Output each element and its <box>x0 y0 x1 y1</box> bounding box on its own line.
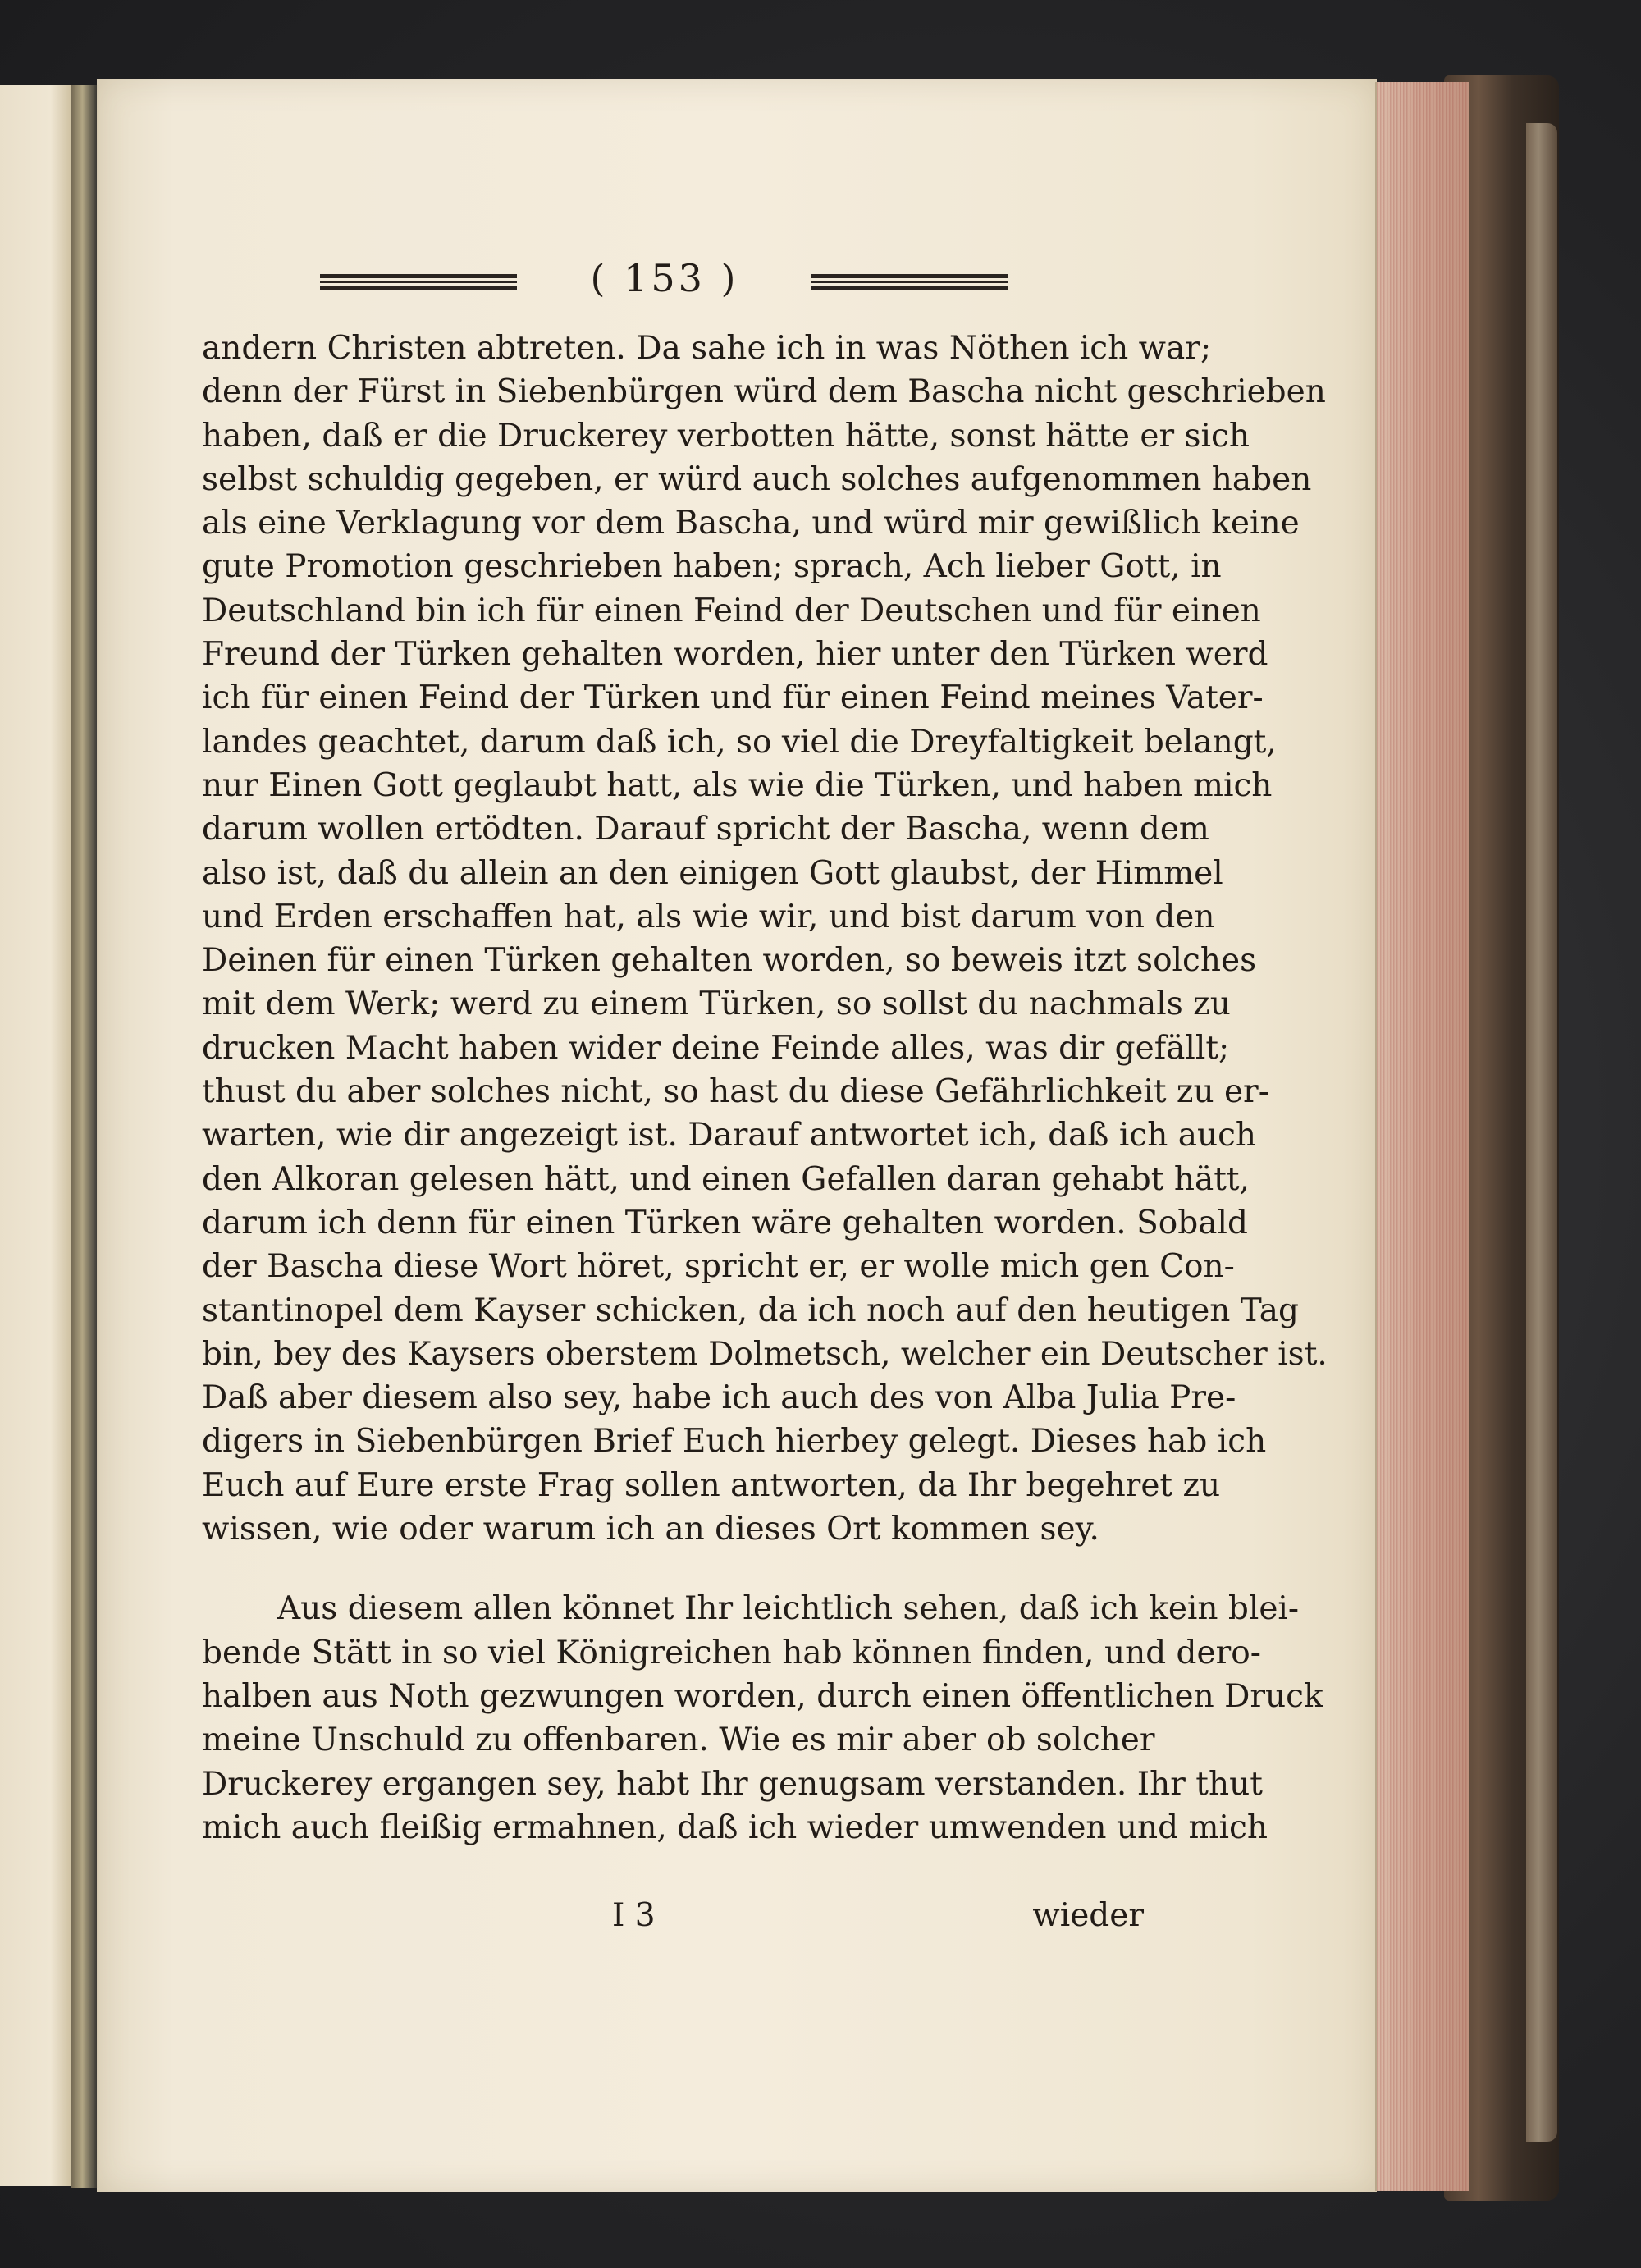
header-rule-left <box>320 274 517 292</box>
text-line: der Bascha diese Wort höret, spricht er, er wolle mich gen Con- <box>202 1248 1235 1286</box>
text-line: Freund der Türken gehalten worden, hier unter den Türken werd <box>202 636 1268 674</box>
text-line: als eine Verklagung vor dem Bascha, und würd mir gewißlich keine <box>202 505 1300 542</box>
text-line: mich auch fleißig ermahnen, daß ich wieder umwenden und mich <box>202 1808 1268 1846</box>
text-line: bin, bey des Kaysers oberstem Dolmetsch, welcher ein Deutscher ist. <box>202 1335 1328 1373</box>
text-line: warten, wie dir angezeigt ist. Darauf antwortet ich, daß ich auch <box>202 1117 1257 1155</box>
book-spine-edge <box>1526 123 1557 2142</box>
page-number: ( 153 ) <box>590 256 739 300</box>
text-line: landes geachtet, darum daß ich, so viel die Dreyfaltigkeit belangt, <box>202 723 1277 761</box>
text-line: den Alkoran gelesen hätt, und einen Gefallen daran gehabt hätt, <box>202 1160 1250 1198</box>
text-line: ich für einen Feind der Türken und für einen Feind meines Vater- <box>202 679 1264 717</box>
text-line: selbst schuldig gegeben, er würd auch solches aufgenommen haben <box>202 460 1312 498</box>
page-footer <box>202 1897 1144 1946</box>
text-line: thust du aber solches nicht, so hast du diese Gefährlichkeit zu er- <box>202 1073 1269 1111</box>
text-line: Daß aber diesem also sey, habe ich auch des von Alba Julia Pre- <box>202 1379 1236 1417</box>
text-line: Druckerey ergangen sey, habt Ihr genugsam verstanden. Ihr thut <box>202 1765 1263 1803</box>
text-line: drucken Macht haben wider deine Feinde alles, was dir gefällt; <box>202 1029 1230 1067</box>
text-line: wissen, wie oder warum ich an dieses Ort kommen sey. <box>202 1511 1099 1548</box>
text-line: bende Stätt in so viel Königreichen hab können finden, und dero- <box>202 1634 1261 1671</box>
paragraph-2 <box>202 1587 1323 1850</box>
signature-mark: I 3 <box>612 1897 656 1934</box>
text-line: andern Christen abtreten. Da sahe ich in was Nöthen ich war; <box>202 330 1212 367</box>
paragraph-gap <box>202 1551 1144 1587</box>
page-block-fore-edge <box>1375 82 1469 2191</box>
verso-page-edge <box>0 85 74 2186</box>
text-line: meine Unschuld zu offenbaren. Wie es mir aber ob solcher <box>202 1722 1155 1759</box>
text-line: digers in Siebenbürgen Brief Euch hierbey gelegt. Dieses hab ich <box>202 1423 1267 1461</box>
binding-gutter <box>71 85 100 2188</box>
text-line: darum ich denn für einen Türken wäre gehalten worden. Sobald <box>202 1204 1248 1241</box>
text-line: und Erden erschaffen hat, als wie wir, und bist darum von den <box>202 898 1215 935</box>
text-line: denn der Fürst in Siebenbürgen würd dem Bascha nicht geschrieben <box>202 373 1326 411</box>
header-rule-right <box>811 274 1008 292</box>
text-line: nur Einen Gott geglaubt hatt, als wie die Türken, und haben mich <box>202 766 1273 804</box>
text-line: mit dem Werk; werd zu einem Türken, so sollst du nachmals zu <box>202 985 1231 1023</box>
text-line: also ist, daß du allein an den einigen Gott glaubst, der Himmel <box>202 854 1223 892</box>
paragraph-1 <box>202 327 1328 1551</box>
text-line: stantinopel dem Kayser schicken, da ich noch auf den heutigen Tag <box>202 1292 1299 1329</box>
text-line: Aus diesem allen könnet Ihr leichtlich sehen, daß ich kein blei- <box>277 1590 1300 1628</box>
body-text <box>202 327 1328 1850</box>
text-line: Deinen für einen Türken gehalten worden, so beweis itzt solches <box>202 942 1257 980</box>
text-line: halben aus Noth gezwungen worden, durch einen öffentlichen Druck <box>202 1677 1323 1715</box>
text-line: Euch auf Eure erste Frag sollen antworten, da Ihr begehret zu <box>202 1466 1221 1504</box>
text-line: Deutschland bin ich für einen Feind der Deutschen und für einen <box>202 592 1261 629</box>
text-line: haben, daß er die Druckerey verbotten hätte, sonst hätte er sich <box>202 417 1250 455</box>
text-line: darum wollen ertödten. Darauf spricht der Bascha, wenn dem <box>202 811 1209 848</box>
catchword: wieder <box>1032 1897 1144 1934</box>
text-line: gute Promotion geschrieben haben; sprach, Ach lieber Gott, in <box>202 548 1222 586</box>
